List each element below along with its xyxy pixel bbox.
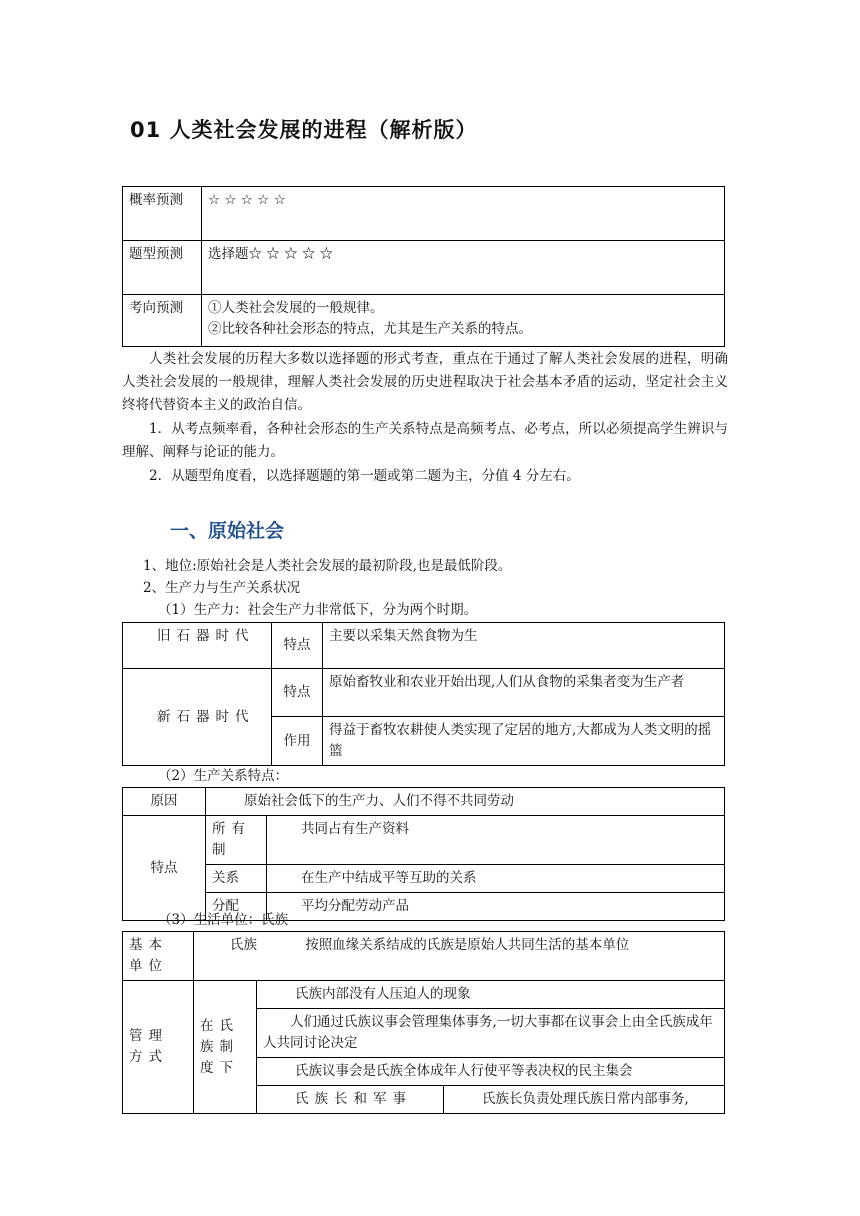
table-row — [123, 669, 725, 717]
text-line: （3）生活单位：氏族 — [158, 912, 289, 928]
text-line: （1）生产力：社会生产力非常低下，分为两个时期。 — [158, 602, 478, 618]
feature-label: 特点 — [272, 669, 323, 717]
cause-value: 原始社会低下的生产力、人们不得不共同劳动 — [206, 788, 725, 816]
system-label: 在氏族制度下 — [194, 981, 257, 1114]
table-row — [123, 865, 725, 893]
productivity-table — [122, 622, 725, 766]
table-row — [123, 816, 725, 865]
effect-value: 得益于畜牧农耕使人类实现了定居的地方,大都成为人类文明的摇篮 — [323, 717, 725, 766]
forecast-label: 概率预测 — [123, 187, 202, 241]
forecast-line: ①人类社会发展的一般规律。 — [208, 300, 384, 316]
relation-label: 关系 — [206, 865, 267, 893]
effect-label: 作用 — [272, 717, 323, 766]
forecast-value: ☆ ☆ ☆ ☆ ☆ — [202, 187, 725, 241]
mgmt-item: 氏族议事会是氏族全体成年人行使平等表决权的民主集会 — [257, 1058, 725, 1086]
table-row — [123, 295, 725, 347]
forecast-value — [202, 295, 725, 347]
table-row — [123, 187, 725, 241]
text-line: （2）生产关系特点： — [158, 768, 289, 784]
table-row — [123, 981, 725, 1009]
table-row — [123, 623, 725, 669]
feature-label: 特点 — [123, 816, 206, 921]
forecast-table — [122, 186, 725, 347]
mgmt-item: 人们通过氏族议事会管理集体事务,一切大事都在议事会上由全氏族成年人共同讨论决定 — [257, 1009, 725, 1058]
clan-table — [122, 931, 725, 1114]
ownership-value: 共同占有生产资料 — [267, 816, 725, 865]
period-label: 新石器时代 — [123, 669, 272, 766]
basic-label: 基本单位 — [123, 932, 194, 981]
relation-value: 在生产中结成平等互助的关系 — [267, 865, 725, 893]
cause-label: 原因 — [123, 788, 206, 816]
intro-paragraph: 人类社会发展的历程大多数以选择题的形式考查，重点在于通过了解人类社会发展的进程，明确人类社会发展的一般规律，理解人类社会发展的历史进程取决于社会基本矛盾的运动，坚定社会主义终将代替资本主义的政治自信。 — [122, 351, 728, 413]
feature-value: 原始畜牧业和农业开始出现,人们从食物的采集者变为生产者 — [323, 669, 725, 717]
distribution-label: 分配 — [206, 893, 267, 921]
mgmt-item: 氏族长负责处理氏族日常内部事务, — [444, 1086, 725, 1114]
forecast-line: ②比较各种社会形态的特点，尤其是生产关系的特点。 — [208, 321, 532, 337]
ownership-label: 所有制 — [206, 816, 267, 865]
period-label: 旧石器时代 — [123, 623, 272, 669]
text-line: 2、生产力与生产关系状况 — [143, 580, 301, 596]
text-line: 1、地位:原始社会是人类社会发展的最初阶段,也是最低阶段。 — [143, 558, 512, 574]
forecast-label: 题型预测 — [123, 241, 202, 295]
mgmt-label: 管理方式 — [123, 981, 194, 1114]
feature-value: 主要以采集天然食物为生 — [323, 623, 725, 669]
distribution-value: 平均分配劳动产品 — [267, 893, 725, 921]
basic-desc: 按照血缘关系结成的氏族是原始人共同生活的基本单位 — [305, 937, 630, 953]
table-row — [123, 241, 725, 295]
basic-value — [194, 932, 725, 981]
mgmt-item-label: 氏族长和军事 — [257, 1086, 444, 1114]
forecast-label: 考向预测 — [123, 295, 202, 347]
feature-label: 特点 — [272, 623, 323, 669]
intro-paragraph: 1．从考点频率看，各种社会形态的生产关系特点是高频考点、必考点，所以必须提高学生辨识与理解、阐释与论证的能力。 — [122, 421, 728, 460]
table-row — [123, 932, 725, 981]
mgmt-item: 氏族内部没有人压迫人的现象 — [257, 981, 725, 1009]
intro-paragraph: 2．从题型角度看，以选择题题的第一题或第二题为主，分值 4 分左右。 — [149, 468, 580, 484]
table-row — [123, 788, 725, 816]
relations-table — [122, 787, 725, 921]
page-title: 01 人类社会发展的进程（解析版） — [130, 118, 478, 142]
basic-name: 氏族 — [230, 937, 257, 953]
forecast-value: 选择题☆ ☆ ☆ ☆ ☆ — [202, 241, 725, 295]
section-heading: 一、原始社会 — [170, 520, 285, 542]
